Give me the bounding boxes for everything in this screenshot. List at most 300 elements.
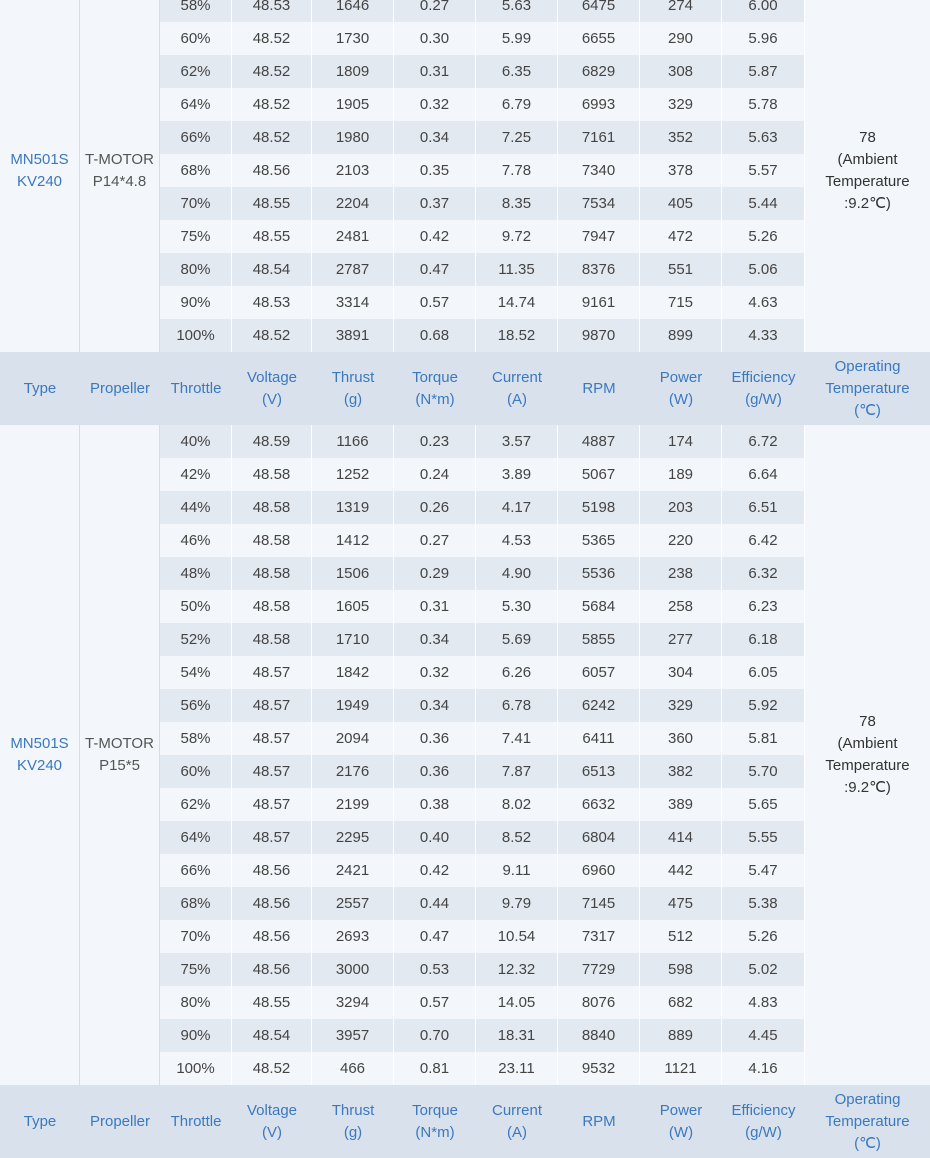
column-header-label: (A) [507,1123,527,1141]
thrust-cell: 3957 [312,1019,394,1052]
throttle-cell: 44% [160,491,232,524]
column-header-label: (g/W) [745,390,782,408]
current-cell: 9.11 [476,854,558,887]
current-cell: 7.87 [476,755,558,788]
voltage-cell: 48.56 [232,920,312,953]
temperature-text: :9.2℃) [844,779,891,796]
torque-cell: 0.40 [394,821,476,854]
rpm-cell: 6829 [558,55,640,88]
voltage-cell: 48.56 [232,154,312,187]
column-header-label: Temperature [825,1112,910,1130]
rpm-cell: 9161 [558,286,640,319]
voltage-cell: 48.59 [232,425,312,458]
column-header [80,1085,160,1158]
column-header [640,352,722,425]
throttle-cell: 48% [160,557,232,590]
efficiency-cell: 5.92 [722,689,805,722]
voltage-cell: 48.52 [232,1052,312,1085]
rpm-cell: 6411 [558,722,640,755]
thrust-cell: 1710 [312,623,394,656]
rpm-cell: 6804 [558,821,640,854]
column-header-label: (℃) [854,401,881,419]
column-header [160,1085,232,1158]
throttle-cell: 64% [160,821,232,854]
throttle-cell: 46% [160,524,232,557]
column-header-label: (g) [343,1123,363,1141]
torque-cell: 0.23 [394,425,476,458]
column-header-label: Voltage [246,368,298,386]
column-header [476,352,558,425]
thrust-cell: 1905 [312,88,394,121]
thrust-cell: 1506 [312,557,394,590]
power-cell: 405 [640,187,722,220]
efficiency-cell: 6.00 [722,0,805,22]
thrust-cell: 1730 [312,22,394,55]
rpm-cell: 6632 [558,788,640,821]
column-header-label: (V) [262,390,282,408]
rpm-cell: 5684 [558,590,640,623]
torque-cell: 0.70 [394,1019,476,1052]
voltage-cell: 48.58 [232,524,312,557]
throttle-cell: 75% [160,220,232,253]
throttle-cell: 66% [160,121,232,154]
current-cell: 5.63 [476,0,558,22]
rpm-cell: 5067 [558,458,640,491]
voltage-cell: 48.56 [232,887,312,920]
thrust-cell: 1809 [312,55,394,88]
efficiency-cell: 4.33 [722,319,805,352]
efficiency-cell: 6.32 [722,557,805,590]
power-cell: 220 [640,524,722,557]
thrust-cell: 1252 [312,458,394,491]
throttle-cell: 75% [160,953,232,986]
throttle-cell: 60% [160,22,232,55]
power-cell: 715 [640,286,722,319]
current-cell: 14.05 [476,986,558,1019]
throttle-cell: 70% [160,920,232,953]
efficiency-cell: 5.78 [722,88,805,121]
propeller-cell [80,425,160,1085]
column-header-label: Efficiency [731,1101,796,1119]
power-cell: 389 [640,788,722,821]
throttle-cell: 52% [160,623,232,656]
current-cell: 7.25 [476,121,558,154]
throttle-cell: 58% [160,722,232,755]
efficiency-cell: 6.05 [722,656,805,689]
efficiency-cell: 4.83 [722,986,805,1019]
column-header-label: Operating [834,357,901,375]
efficiency-cell: 5.55 [722,821,805,854]
column-header [476,1085,558,1158]
torque-cell: 0.36 [394,722,476,755]
throttle-cell: 64% [160,88,232,121]
throttle-cell: 62% [160,55,232,88]
power-cell: 329 [640,88,722,121]
column-header-label: (W) [668,390,694,408]
column-header [0,1085,80,1158]
current-cell: 23.11 [476,1052,558,1085]
rpm-cell: 5536 [558,557,640,590]
efficiency-cell: 5.26 [722,220,805,253]
thrust-cell: 2176 [312,755,394,788]
column-header-label: Throttle [170,1112,222,1130]
voltage-cell: 48.57 [232,656,312,689]
column-header-label: Temperature [825,379,910,397]
thrust-cell: 1319 [312,491,394,524]
torque-cell: 0.47 [394,253,476,286]
torque-cell: 0.27 [394,524,476,557]
current-cell: 5.30 [476,590,558,623]
rpm-cell: 7145 [558,887,640,920]
rpm-cell: 6242 [558,689,640,722]
throttle-cell: 68% [160,887,232,920]
temperature-text: (Ambient [837,735,898,752]
voltage-cell: 48.58 [232,458,312,491]
power-cell: 304 [640,656,722,689]
current-cell: 9.79 [476,887,558,920]
column-header [394,1085,476,1158]
column-header-label: Propeller [89,379,151,397]
column-header-label: (V) [262,1123,282,1141]
current-cell: 12.32 [476,953,558,986]
voltage-cell: 48.54 [232,253,312,286]
current-cell: 8.52 [476,821,558,854]
column-header-label: RPM [582,1112,616,1130]
temperature-cell [805,0,930,352]
propeller-text: P14*4.8 [92,172,147,190]
rpm-cell: 6993 [558,88,640,121]
power-cell: 258 [640,590,722,623]
power-cell: 889 [640,1019,722,1052]
column-header [0,352,80,425]
temperature-text: 78 [859,128,876,146]
rpm-cell: 9870 [558,319,640,352]
current-cell: 3.57 [476,425,558,458]
current-cell: 10.54 [476,920,558,953]
throttle-cell: 90% [160,1019,232,1052]
power-cell: 378 [640,154,722,187]
rpm-cell: 4887 [558,425,640,458]
torque-cell: 0.35 [394,154,476,187]
current-cell: 5.69 [476,623,558,656]
column-header-label: (g/W) [745,1123,782,1141]
rpm-cell: 6960 [558,854,640,887]
column-header-label: Power [659,368,703,386]
efficiency-cell: 5.81 [722,722,805,755]
column-header-label: Type [23,1112,57,1130]
current-cell: 18.52 [476,319,558,352]
type-text: MN501S [10,150,69,168]
voltage-cell: 48.55 [232,187,312,220]
efficiency-cell: 5.26 [722,920,805,953]
torque-cell: 0.29 [394,557,476,590]
current-cell: 18.31 [476,1019,558,1052]
thrust-cell: 3000 [312,953,394,986]
rpm-cell: 5855 [558,623,640,656]
voltage-cell: 48.56 [232,854,312,887]
column-header-label: Current [491,1101,543,1119]
propeller-text: T-MOTOR [85,735,154,752]
voltage-cell: 48.52 [232,88,312,121]
power-cell: 414 [640,821,722,854]
torque-cell: 0.53 [394,953,476,986]
efficiency-cell: 5.06 [722,253,805,286]
voltage-cell: 48.52 [232,22,312,55]
torque-cell: 0.31 [394,55,476,88]
torque-cell: 0.57 [394,286,476,319]
column-header [805,352,930,425]
thrust-cell: 3891 [312,319,394,352]
torque-cell: 0.34 [394,121,476,154]
type-cell [0,0,80,352]
thrust-cell: 1646 [312,0,394,22]
column-header-label: Type [23,379,57,397]
torque-cell: 0.42 [394,854,476,887]
throttle-cell: 62% [160,788,232,821]
column-header [312,1085,394,1158]
temperature-text: Temperature [825,757,910,774]
column-header [722,352,805,425]
torque-cell: 0.47 [394,920,476,953]
power-cell: 382 [640,755,722,788]
thrust-cell: 3294 [312,986,394,1019]
voltage-cell: 48.53 [232,286,312,319]
voltage-cell: 48.57 [232,722,312,755]
efficiency-cell: 5.47 [722,854,805,887]
torque-cell: 0.44 [394,887,476,920]
voltage-cell: 48.57 [232,755,312,788]
thrust-cell: 1842 [312,656,394,689]
efficiency-cell: 6.23 [722,590,805,623]
throttle-cell: 56% [160,689,232,722]
torque-cell: 0.27 [394,0,476,22]
torque-cell: 0.32 [394,656,476,689]
column-header [805,1085,930,1158]
current-cell: 11.35 [476,253,558,286]
current-cell: 3.89 [476,458,558,491]
throttle-cell: 50% [160,590,232,623]
power-cell: 899 [640,319,722,352]
efficiency-cell: 6.42 [722,524,805,557]
table-header-row [0,1085,930,1158]
current-cell: 5.99 [476,22,558,55]
current-cell: 9.72 [476,220,558,253]
power-cell: 290 [640,22,722,55]
efficiency-cell: 5.96 [722,22,805,55]
thrust-cell: 1949 [312,689,394,722]
efficiency-cell: 4.16 [722,1052,805,1085]
rpm-cell: 8376 [558,253,640,286]
table-header-row [0,352,930,425]
thrust-cell: 2204 [312,187,394,220]
thrust-cell: 2421 [312,854,394,887]
torque-cell: 0.57 [394,986,476,1019]
efficiency-cell: 5.70 [722,755,805,788]
column-header-label: Propeller [89,1112,151,1130]
column-header [232,352,312,425]
current-cell: 8.02 [476,788,558,821]
thrust-cell: 2295 [312,821,394,854]
torque-cell: 0.81 [394,1052,476,1085]
thrust-cell: 1605 [312,590,394,623]
temperature-text: (Ambient [837,150,898,168]
efficiency-cell: 5.38 [722,887,805,920]
voltage-cell: 48.53 [232,0,312,22]
column-header-label: Torque [412,1101,458,1119]
current-cell: 7.78 [476,154,558,187]
power-cell: 189 [640,458,722,491]
thrust-cell: 1980 [312,121,394,154]
voltage-cell: 48.56 [232,953,312,986]
temperature-cell [805,425,930,1085]
column-header-label: Torque [412,368,458,386]
rpm-cell: 7947 [558,220,640,253]
voltage-cell: 48.52 [232,319,312,352]
efficiency-cell: 6.72 [722,425,805,458]
rpm-cell: 7317 [558,920,640,953]
thrust-cell: 2557 [312,887,394,920]
power-cell: 203 [640,491,722,524]
column-header-label: (g) [343,390,363,408]
column-header-label: (A) [507,390,527,408]
column-header-label: Thrust [331,368,375,386]
power-cell: 442 [640,854,722,887]
column-header [160,352,232,425]
rpm-cell: 7534 [558,187,640,220]
throttle-cell: 42% [160,458,232,491]
temperature-text: :9.2℃) [844,194,891,212]
torque-cell: 0.34 [394,689,476,722]
propeller-cell [80,0,160,352]
voltage-cell: 48.55 [232,986,312,1019]
current-cell: 6.79 [476,88,558,121]
type-text: MN501S [10,735,69,752]
power-cell: 238 [640,557,722,590]
power-cell: 512 [640,920,722,953]
torque-cell: 0.42 [394,220,476,253]
power-cell: 174 [640,425,722,458]
power-cell: 682 [640,986,722,1019]
column-header-label: Efficiency [731,368,796,386]
power-cell: 360 [640,722,722,755]
voltage-cell: 48.58 [232,590,312,623]
column-header [232,1085,312,1158]
efficiency-cell: 6.18 [722,623,805,656]
throttle-cell: 60% [160,755,232,788]
rpm-cell: 9532 [558,1052,640,1085]
efficiency-cell: 5.87 [722,55,805,88]
efficiency-cell: 5.65 [722,788,805,821]
throttle-cell: 80% [160,253,232,286]
column-header-label: (N*m) [415,1123,455,1141]
power-cell: 274 [640,0,722,22]
throttle-cell: 80% [160,986,232,1019]
throttle-cell: 70% [160,187,232,220]
torque-cell: 0.32 [394,88,476,121]
voltage-cell: 48.52 [232,55,312,88]
thrust-cell: 3314 [312,286,394,319]
thrust-cell: 2103 [312,154,394,187]
thrust-cell: 1412 [312,524,394,557]
current-cell: 4.17 [476,491,558,524]
voltage-cell: 48.57 [232,788,312,821]
torque-cell: 0.30 [394,22,476,55]
column-header-label: Throttle [170,379,222,397]
thrust-cell: 466 [312,1052,394,1085]
torque-cell: 0.24 [394,458,476,491]
torque-cell: 0.34 [394,623,476,656]
power-cell: 277 [640,623,722,656]
type-text: KV240 [16,757,63,774]
throttle-cell: 90% [160,286,232,319]
rpm-cell: 5365 [558,524,640,557]
throttle-cell: 54% [160,656,232,689]
rpm-cell: 8076 [558,986,640,1019]
efficiency-cell: 5.44 [722,187,805,220]
column-header-label: Power [659,1101,703,1119]
voltage-cell: 48.54 [232,1019,312,1052]
column-header [558,352,640,425]
voltage-cell: 48.57 [232,689,312,722]
torque-cell: 0.31 [394,590,476,623]
voltage-cell: 48.52 [232,121,312,154]
thrust-cell: 2481 [312,220,394,253]
torque-cell: 0.26 [394,491,476,524]
efficiency-cell: 4.63 [722,286,805,319]
torque-cell: 0.68 [394,319,476,352]
current-cell: 4.53 [476,524,558,557]
efficiency-cell: 6.51 [722,491,805,524]
column-header-label: (N*m) [415,390,455,408]
column-header-label: (W) [668,1123,694,1141]
rpm-cell: 6513 [558,755,640,788]
current-cell: 6.78 [476,689,558,722]
voltage-cell: 48.58 [232,491,312,524]
temperature-text: Temperature [825,172,910,190]
propeller-text: P15*5 [99,757,140,774]
rpm-cell: 7729 [558,953,640,986]
rpm-cell: 6655 [558,22,640,55]
current-cell: 7.41 [476,722,558,755]
type-cell [0,425,80,1085]
efficiency-cell: 5.63 [722,121,805,154]
column-header-label: Voltage [246,1101,298,1119]
efficiency-cell: 5.57 [722,154,805,187]
current-cell: 8.35 [476,187,558,220]
rpm-cell: 8840 [558,1019,640,1052]
current-cell: 6.26 [476,656,558,689]
voltage-cell: 48.58 [232,557,312,590]
current-cell: 6.35 [476,55,558,88]
current-cell: 14.74 [476,286,558,319]
power-cell: 329 [640,689,722,722]
power-cell: 308 [640,55,722,88]
power-cell: 475 [640,887,722,920]
column-header [640,1085,722,1158]
type-text: KV240 [16,172,63,190]
propeller-text: T-MOTOR [85,150,154,168]
throttle-cell: 58% [160,0,232,22]
rpm-cell: 5198 [558,491,640,524]
column-header [312,352,394,425]
column-header-label: (℃) [854,1134,881,1152]
thrust-cell: 1166 [312,425,394,458]
throttle-cell: 100% [160,1052,232,1085]
rpm-cell: 6057 [558,656,640,689]
power-cell: 352 [640,121,722,154]
thrust-cell: 2787 [312,253,394,286]
throttle-cell: 100% [160,319,232,352]
